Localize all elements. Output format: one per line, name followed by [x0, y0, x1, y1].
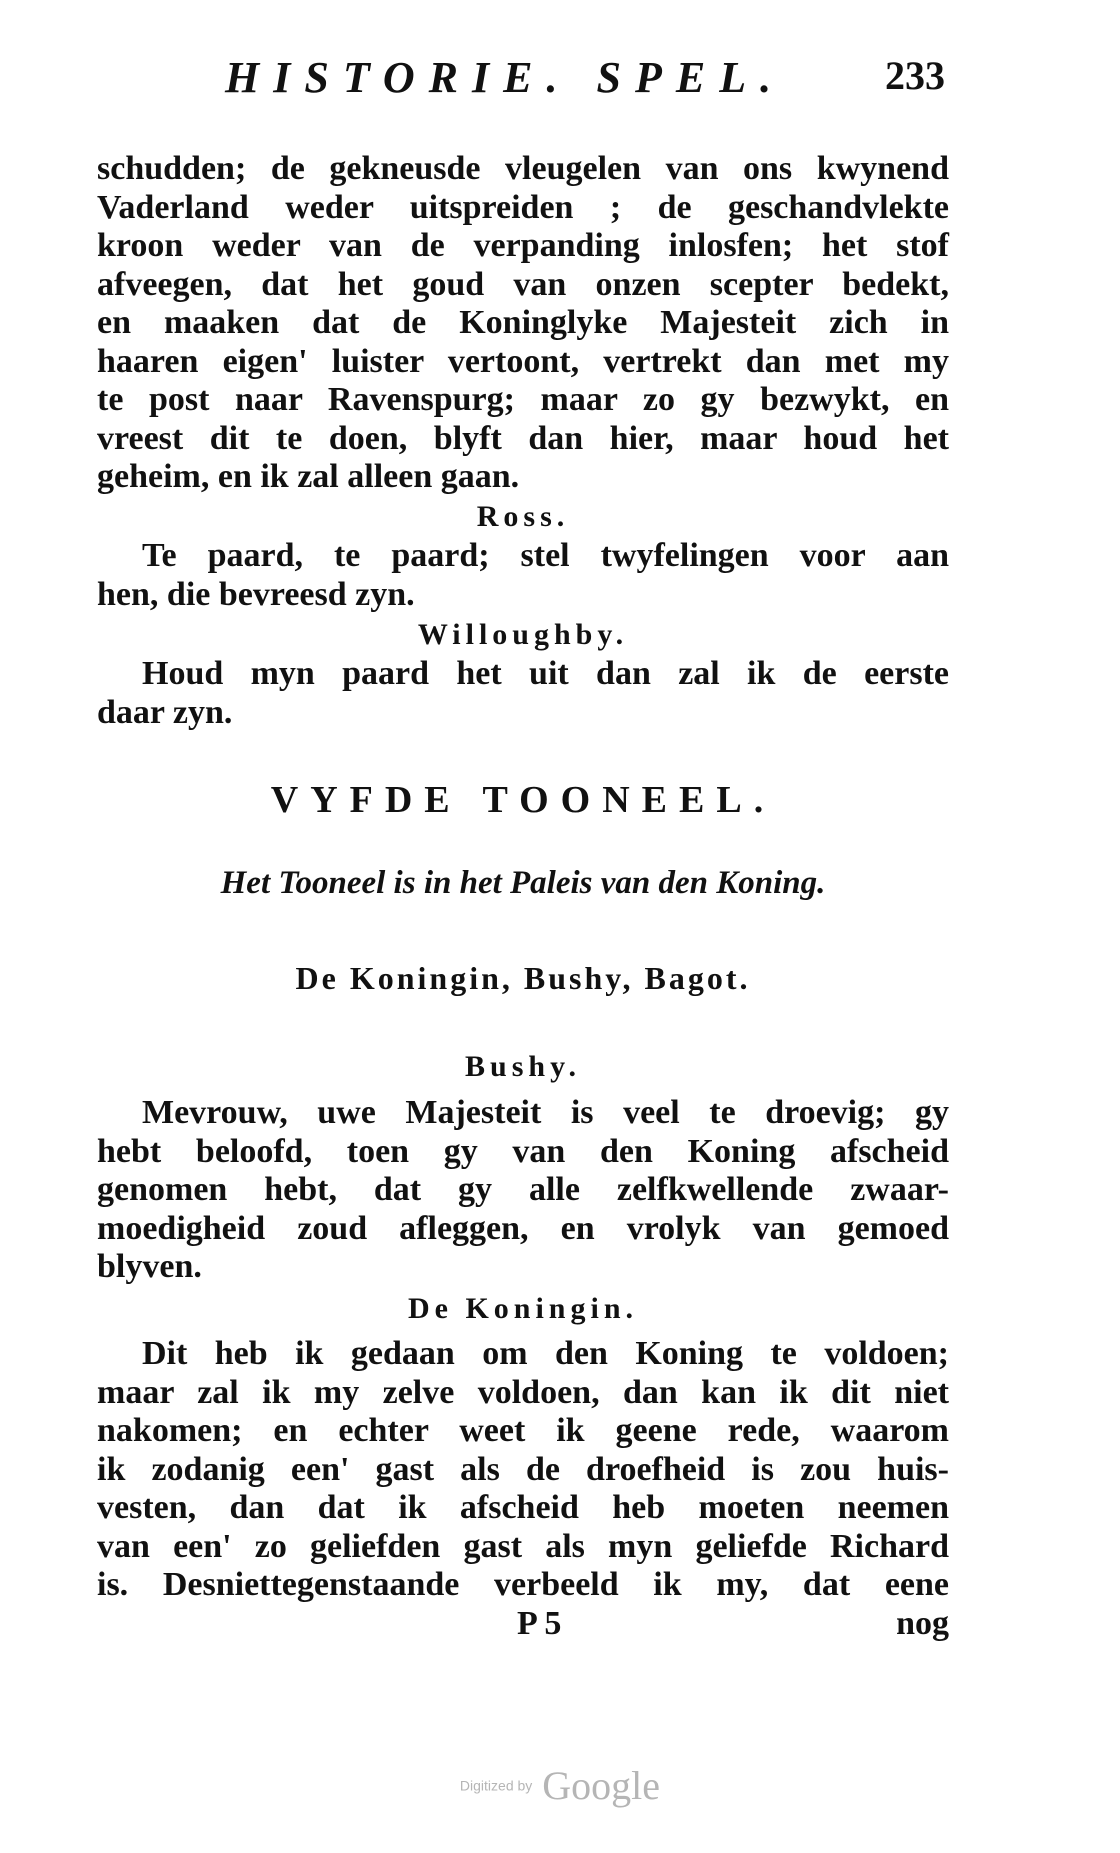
- text-line: genomen hebt, dat gy alle zelfkwellende zwaar-: [97, 1171, 949, 1208]
- text-line: is. Desniettegenstaande verbeeld ik my, dat eene: [97, 1566, 949, 1603]
- catchword: nog: [896, 1605, 949, 1642]
- speaker-queen: De Koningin.: [407, 1292, 639, 1325]
- text-line: Vaderland weder uitspreiden ; de geschandvlekte: [97, 188, 949, 226]
- text-line: Te paard, te paard; stel twyfelingen voor aan: [142, 537, 949, 574]
- scene-setting: Het Tooneel is in het Paleis van den Koning.: [220, 865, 826, 901]
- text-line: nakomen; en echter weet ik geene rede, waarom: [97, 1412, 949, 1449]
- speaker-ross: Ross.: [476, 500, 570, 533]
- text-line: te post naar Ravenspurg; maar zo gy bezwykt, en: [97, 381, 949, 418]
- text-line: Dit heb ik gedaan om den Koning te voldoen;: [142, 1335, 949, 1372]
- watermark-prefix: Digitized by: [459, 1777, 533, 1794]
- text-line: schudden; de gekneusde vleugelen van ons kwynend: [97, 150, 949, 187]
- page-header: [95, 52, 955, 112]
- scene-title: VYFDE TOONEEL.: [270, 779, 776, 821]
- text-line: en maaken dat de Koninglyke Majesteit zich in: [97, 304, 949, 341]
- text-line: blyven.: [97, 1248, 202, 1285]
- text-line: Mevrouw, uwe Majesteit is veel te droevig; gy: [142, 1094, 949, 1131]
- scene-characters: De Koningin, Bushy, Bagot.: [295, 960, 751, 996]
- speech-ross: [97, 537, 949, 614]
- text-line: moedigheid zoud afleggen, en vrolyk van gemoed: [97, 1209, 949, 1247]
- paragraph-continuation: [97, 150, 949, 497]
- text-line: maar zal ik my zelve voldoen, dan kan ik dit niet: [97, 1373, 949, 1411]
- text-line: van een' zo geliefden gast als myn geliefde Richard: [97, 1527, 949, 1565]
- digitization-watermark: [0, 1762, 1120, 1809]
- text-line: afveegen, dat het goud van onzen scepter bedekt,: [97, 265, 949, 303]
- running-head: HISTORIE. SPEL.: [225, 53, 786, 102]
- text-line: geheim, en ik zal alleen gaan.: [97, 458, 520, 495]
- speech-willoughby: [97, 655, 949, 732]
- text-line: kroon weder van de verpanding inlosfen; het stof: [97, 227, 949, 264]
- text-line: daar zyn.: [97, 693, 233, 731]
- text-line: hebt beloofd, toen gy van den Koning afscheid: [97, 1132, 949, 1170]
- speech-queen: [97, 1335, 949, 1605]
- signature-mark: P 5: [517, 1605, 562, 1642]
- text-line: vesten, dan dat ik afscheid heb moeten neemen: [97, 1489, 949, 1526]
- page-footer: [97, 1605, 949, 1645]
- page-number: 233: [885, 53, 945, 98]
- speaker-bushy: Bushy.: [465, 1050, 581, 1083]
- text-line: vreest dit te doen, blyft dan hier, maar houd het: [97, 419, 949, 457]
- google-logo: Google: [542, 1763, 661, 1808]
- text-line: Houd myn paard het uit dan zal ik de eerste: [142, 655, 949, 692]
- speaker-willoughby: Willoughby.: [417, 618, 629, 651]
- text-line: hen, die bevreesd zyn.: [97, 575, 415, 613]
- text-line: ik zodanig een' gast als de droefheid is zou huis-: [97, 1450, 949, 1488]
- speech-bushy: [97, 1094, 949, 1287]
- text-line: haaren eigen' luister vertoont, vertrekt dan met my: [97, 342, 949, 380]
